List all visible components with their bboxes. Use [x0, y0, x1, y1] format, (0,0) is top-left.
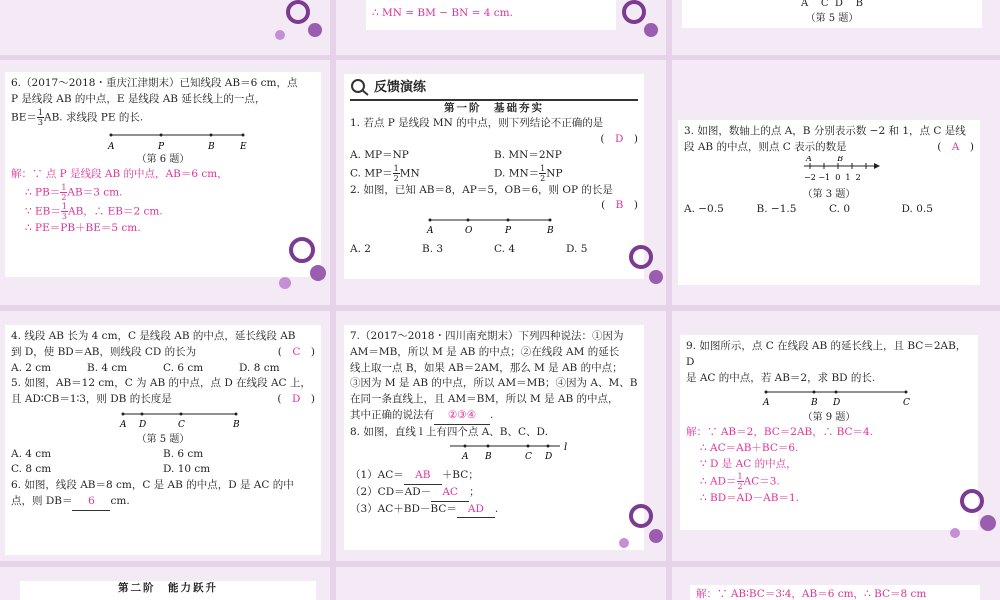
q7-line3: 线上取一点 B，如果 AB＝2AM，那么 M 是 AB 的中点；	[350, 361, 623, 374]
q9-line1: 9. 如图所示，点 C 在线段 AB 的延长线上，且 BC＝2AB，D	[686, 340, 967, 368]
q4-line1: 4. 线段 AB 长为 4 cm，C 是线段 AB 的中点，延长线段 AB	[11, 330, 296, 342]
slide-q9	[672, 311, 1000, 561]
q5-label-b: B	[233, 419, 240, 430]
q3-opt-b: B. −1.5	[756, 203, 797, 216]
stage-1-title: 第一阶 基础夯实	[444, 101, 544, 114]
q5-line2: 且 AD∶CB＝1∶3，则 DB 的长度是 ( D )	[11, 393, 315, 405]
q6-solution-3: ∵ EB＝ $\frac{1}{3}AB$，∴ EB＝2 cm.	[25, 202, 163, 221]
q7-line6: 其中正确的说法有 ②③④ .	[350, 408, 638, 425]
q6-solution-2: ∴ PB＝ $\frac{1}{2}AB=3$ cm.	[25, 183, 123, 202]
q6b-line1: 6. 如图，线段 AB＝8 cm，C 是 AB 的中点，D 是 AC 的中	[11, 479, 294, 491]
q4-opt-b: B. 4 cm	[87, 361, 128, 374]
q6b-line2: 点，则 DB＝ 6 cm.	[11, 494, 315, 511]
q5-label-d: D	[139, 419, 147, 430]
q7-line2: AM＝MB，所以 M 是 AB 的中点；②在线段 AM 的延长	[350, 345, 620, 358]
q5-label-c: C	[178, 419, 185, 430]
fb-q2-label-b: B	[547, 226, 554, 236]
q4-line2: 到 D，使 BD＝AB，则线段 CD 的长为 ( C )	[11, 345, 315, 358]
q4-opt-a: A. 2 cm	[11, 361, 52, 374]
q6-line2: P 是线段 AB 的中点，E 是线段 AB 延长线上的一点，	[11, 92, 266, 105]
flower-decoration-icon	[546, 461, 666, 561]
stage-2-title: 第二阶 能力跃升	[118, 582, 218, 594]
q5-caption: （第 5 题）	[136, 433, 190, 445]
q9-solution-4: ∴ AD＝ $\frac{1}{2}AC=3$.	[700, 472, 780, 492]
q8-part1-blank: AB	[404, 468, 442, 485]
q8-label-b: B	[485, 452, 492, 463]
fb-q1-opt-d: D. MN＝ $\frac{1}{2}NP$	[494, 163, 563, 183]
q3-axis-point-labels: A B	[806, 155, 844, 163]
slide-q3	[672, 60, 1000, 305]
q8-part2-blank: AC	[431, 485, 469, 502]
fb-q2-opt-a: A. 2	[350, 242, 371, 255]
q6-label-p: P	[158, 141, 165, 152]
flower-decoration-icon	[880, 461, 1000, 561]
slide-q6	[0, 60, 330, 305]
magnifier-icon	[350, 78, 370, 96]
q6-line1: 6.（2017～2018・重庆江津期末）已知线段 AB＝6 cm，点	[11, 77, 298, 89]
slide-q4-q6	[0, 311, 330, 561]
q9-line2: 是 AC 的中点，若 AB＝2，求 BD 的长.	[686, 371, 876, 384]
fb-q2-label-o: O	[465, 226, 473, 236]
q5-label-a: A	[120, 419, 127, 430]
q9-solution-2: ∴ AC＝AB＋BC＝6.	[700, 441, 799, 454]
q5-opt-d: D. 10 cm	[163, 463, 211, 476]
q5-opt-c: C. 8 cm	[11, 463, 52, 476]
q8-line1: 8. 如图，直线 l 上有四个点 A、B、C、D.	[350, 425, 548, 438]
q9-label-c: C	[903, 398, 910, 409]
q5-line1: 5. 如图，AB＝12 cm，C 为 AB 的中点，点 D 在线段 AC 上，	[11, 377, 311, 390]
q8-part3: （3）AC＋BD－BC＝ AD .	[350, 502, 638, 519]
q8-label-d: D	[545, 452, 553, 463]
q6-caption: （第 6 题）	[136, 154, 190, 166]
fb-q2-opt-d: D. 5	[566, 242, 588, 255]
fraction-one-third: $\frac{1}{3}$	[37, 107, 43, 127]
q7-line4: ③因为 M 是 AB 的中点，所以 AM＝MB；④因为 A、M、B	[350, 377, 638, 390]
q7-line1: 7.（2017～2018・四川南充期末）下列四种说法：①因为	[350, 330, 624, 342]
q6b-answer-blank: 6	[72, 494, 110, 511]
q3-line2: 段 AB 的中点，则点 C 表示的数是 ( A )	[684, 140, 974, 153]
q4-opt-c: C. 6 cm	[163, 361, 204, 374]
fb-q2: 2. 如图，已知 AB＝8，AP＝5，OB＝6，则 OP 的长是	[350, 183, 613, 196]
q8-part3-blank: AD	[457, 502, 495, 519]
q8-part1: （1）AC＝ AB ＋BC；	[350, 468, 638, 485]
flower-decoration-icon	[210, 0, 330, 55]
q6-solution-1: 解：∵ 点 P 是线段 AB 的中点，AB＝6 cm，	[11, 168, 228, 181]
fb-q1-opt-c: C. MP＝ $\frac{1}{2}MN$	[350, 163, 420, 183]
q7-line5: 在同一条直线上，且 AM＝BM，所以 M 是 AB 的中点，	[350, 393, 619, 405]
fb-q1: 1. 若点 P 是线段 MN 的中点，则下列结论不正确的是	[350, 117, 604, 130]
slide-top-right	[672, 0, 1000, 55]
q3-number-line	[684, 156, 974, 186]
flower-decoration-icon	[210, 205, 330, 305]
fb-q1-answer: ( D )	[600, 133, 638, 145]
slide-top-left	[0, 0, 330, 55]
q8-label-a: A	[462, 452, 469, 463]
q3-axis-ticks: −2 −1 0 1 2	[804, 172, 861, 182]
feedback-banner: 反馈演练	[350, 78, 426, 98]
q9-solution-3: ∵ D 是 AC 的中点，	[700, 457, 797, 470]
fb-q1-opt-b: B. MN＝2NP	[494, 148, 562, 161]
q6-label-a: A	[108, 141, 115, 152]
q6-label-e: E	[240, 141, 247, 152]
q6-line3: BE＝ $\frac{1}{3}AB$. 求线段 PE 的长.	[11, 107, 144, 127]
q5-opt-b: B. 6 cm	[163, 447, 204, 460]
q3-opt-c: C. 0	[829, 203, 851, 216]
figure-5-labels: A C D B	[800, 0, 864, 9]
q6-label-b: B	[208, 141, 215, 152]
top-mid-solution: ∴ MN = BM − BN = 4 cm.	[372, 7, 513, 19]
q6-segment-figure	[11, 127, 311, 153]
bottom-solution: 解：∵ AB∶BC＝3∶4，AB＝6 cm，∴ BC＝8 cm	[696, 588, 927, 600]
slide-bottom-left	[0, 567, 330, 600]
flower-decoration-icon	[546, 0, 666, 55]
q9-label-a: A	[763, 398, 770, 409]
fb-q2-label-p: P	[505, 226, 512, 236]
q3-line1: 3. 如图，数轴上的点 A，B 分别表示数 −2 和 1，点 C 是线	[684, 125, 966, 137]
q3-caption: （第 3 题）	[802, 189, 856, 201]
q9-solution-5: ∴ BD＝AD－AB＝1.	[700, 492, 799, 505]
slide-bottom-mid	[336, 567, 666, 600]
q7-answer-blank: ②③④	[434, 408, 490, 425]
flower-decoration-icon	[546, 205, 666, 305]
fb-q2-opt-b: B. 3	[422, 242, 444, 255]
fb-q2-label-a: A	[427, 226, 434, 236]
q3-opt-a: A. −0.5	[684, 203, 724, 216]
q8-label-l: l	[564, 442, 568, 454]
q9-segment-figure	[686, 386, 972, 408]
fb-q2-opt-c: C. 4	[494, 242, 516, 255]
q3-opt-d: D. 0.5	[901, 203, 933, 216]
q8-part2: （2）CD＝AD－ AC ；	[350, 485, 638, 502]
q6-solution-4: ∴ PE＝PB＋BE＝5 cm.	[25, 222, 141, 234]
fb-q2-answer: ( B )	[601, 199, 638, 212]
slide-q7-q8	[336, 311, 666, 561]
figure-5-caption: （第 5 题）	[805, 13, 859, 24]
q8-line-figure	[350, 440, 638, 462]
slide-top-mid	[336, 0, 666, 55]
fb-q1-opt-a: A. MP＝NP	[350, 148, 409, 161]
slide-bottom-right	[672, 567, 1000, 600]
q5-opt-a: A. 4 cm	[11, 447, 52, 460]
q9-label-b: B	[811, 398, 818, 409]
q9-label-d: D	[833, 398, 841, 409]
q5-segment-figure	[11, 408, 311, 430]
q4-opt-d: D. 8 cm	[239, 361, 280, 374]
q9-caption: （第 9 题）	[802, 412, 856, 423]
q8-label-c: C	[525, 452, 532, 463]
q9-solution-1: 解：∵ AB＝2，BC＝2AB，∴ BC＝4.	[686, 426, 874, 438]
slide-feedback	[336, 60, 666, 305]
